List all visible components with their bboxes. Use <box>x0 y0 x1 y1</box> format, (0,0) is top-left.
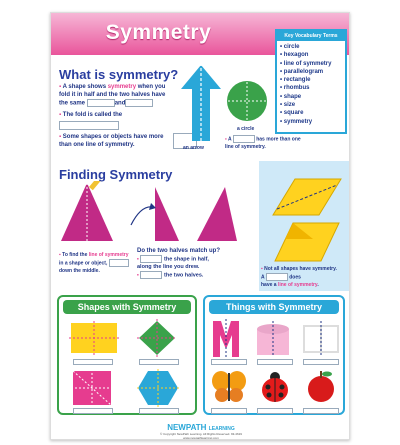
folding-triangle-icon <box>121 185 181 243</box>
finding-mid-c: the two halves. <box>164 272 204 279</box>
triangle-with-pencil-icon <box>59 181 115 243</box>
vocabulary-item: • size <box>280 101 342 109</box>
blank-14[interactable] <box>211 359 247 365</box>
finding-mid-b: along the line you drew. <box>137 264 200 271</box>
letter-m-icon <box>211 319 241 359</box>
finding-right-b: A <box>261 274 265 281</box>
hexagon-icon <box>137 369 179 407</box>
what-paragraph-1: ▪ A shape shows symmetry when you fold it in half and the two halves have the same and <box>59 84 166 107</box>
blank-17[interactable] <box>211 408 247 414</box>
circle-text-a: A <box>227 136 232 143</box>
ladybug-icon <box>257 369 293 403</box>
finding-text-b: line of symmetry <box>88 252 129 258</box>
footer <box>51 423 350 440</box>
vocabulary-item: • circle <box>280 43 342 51</box>
gift-box-icon <box>255 321 291 357</box>
publisher-logo <box>51 423 350 432</box>
blank-3[interactable] <box>59 121 119 130</box>
blank-9[interactable] <box>266 273 288 281</box>
section-examples <box>51 293 350 423</box>
finding-text-c: in a shape or object, <box>59 260 108 267</box>
what-text-b: symmetry <box>107 84 137 90</box>
blank-5[interactable] <box>233 135 255 143</box>
page-title: Symmetry <box>105 21 212 44</box>
rectangle-icon <box>69 321 119 355</box>
fold-text: The fold is called the <box>62 112 123 118</box>
things-card-heading: Things with Symmetry <box>209 300 339 314</box>
vocabulary-heading: Key Vocabulary Terms <box>277 31 345 41</box>
blank-11[interactable] <box>139 359 179 365</box>
blank-7[interactable] <box>140 255 162 263</box>
finding-text-d: down the middle. <box>59 268 100 275</box>
finding-right-f: . <box>317 282 319 289</box>
what-paragraph-3: ▪ Some shapes or objects have more than one line of symmetry. <box>59 134 164 148</box>
blank-19[interactable] <box>303 408 339 414</box>
poster <box>50 12 350 440</box>
section-heading-finding: Finding Symmetry <box>59 167 173 182</box>
finding-right-c: does <box>289 274 301 281</box>
folded-parallelogram-icon <box>273 221 341 263</box>
rhombus-icon <box>137 319 177 357</box>
vocabulary-item: • line of symmetry <box>280 60 342 68</box>
shapes-with-symmetry-card <box>57 295 197 415</box>
section-what-is-symmetry <box>51 55 350 160</box>
blank-10[interactable] <box>73 359 113 365</box>
logo-line-2: LEARNING <box>208 426 235 432</box>
things-with-symmetry-card <box>203 295 345 415</box>
square-icon <box>71 369 113 407</box>
finding-right-text: ▪ Not all shapes have symmetry. A does have a line of symmetry. <box>261 266 337 289</box>
vocabulary-item: • hexagon <box>280 51 342 59</box>
vocabulary-item: • parallelogram <box>280 68 342 76</box>
vocabulary-item: • shape <box>280 93 342 101</box>
circle-text-b: has more than one line of symmetry. <box>225 136 301 151</box>
copyright: © Copyright NewPath Learning. All Rights Reserved. 93-4619 <box>160 432 242 436</box>
what-text-c: when you fold it in half and the two halves have the same <box>59 84 166 107</box>
logo-line-1: NEWPATH <box>167 423 207 432</box>
finding-text-a: To find the <box>62 252 89 258</box>
vocabulary-item: • rectangle <box>280 76 342 84</box>
circle-label: a circle <box>237 126 255 132</box>
blank-12[interactable] <box>73 408 113 414</box>
vocabulary-item: • square <box>280 109 342 117</box>
more-lines-text: Some shapes or objects have more than one line of symmetry. <box>59 134 164 148</box>
circle-shape-icon <box>223 77 271 125</box>
circle-statement: ▪ A has more than one line of symmetry. <box>225 136 301 151</box>
finding-mid-a: the shape in half, <box>164 256 209 263</box>
what-text-d: and <box>114 100 126 107</box>
what-text-a: A shape shows <box>62 84 108 90</box>
blank-1[interactable] <box>87 99 115 107</box>
blank-8[interactable] <box>140 271 162 279</box>
finding-right-a: Not all shapes have symmetry. <box>264 266 337 272</box>
parallelogram-icon <box>271 177 343 217</box>
blank-6[interactable] <box>109 259 129 267</box>
finding-mid-heading: Do the two halves match up? <box>137 248 221 254</box>
finding-left-text: ▪ To find the line of symmetry in a shape or object, down the middle. <box>59 252 129 275</box>
half-triangle-icon <box>189 185 239 243</box>
apple-icon <box>303 369 339 403</box>
section-finding-symmetry <box>51 161 350 291</box>
butterfly-icon <box>211 369 247 403</box>
vocabulary-item: • symmetry <box>280 118 342 126</box>
shapes-card-heading: Shapes with Symmetry <box>63 300 191 314</box>
arrow-shape-icon <box>179 63 223 143</box>
blank-15[interactable] <box>257 359 293 365</box>
finding-mid-text: Do the two halves match up? ▪ the shape in half, along the line you drew. ▪ the two halves. <box>137 247 241 280</box>
arrow-label: an arrow <box>183 145 204 151</box>
section-heading-what: What is symmetry? <box>59 67 179 82</box>
blank-18[interactable] <box>257 408 293 414</box>
blank-16[interactable] <box>303 359 339 365</box>
finding-right-e: line of symmetry <box>277 282 318 289</box>
blank-13[interactable] <box>139 408 179 414</box>
book-icon <box>301 321 341 357</box>
vocabulary-item: • rhombus <box>280 84 342 92</box>
website-url: www.newpathlearning.com <box>183 436 219 440</box>
blank-2[interactable] <box>125 99 153 107</box>
what-paragraph-2: ▪ The fold is called the <box>59 112 123 118</box>
finding-right-d: have a <box>261 282 278 289</box>
